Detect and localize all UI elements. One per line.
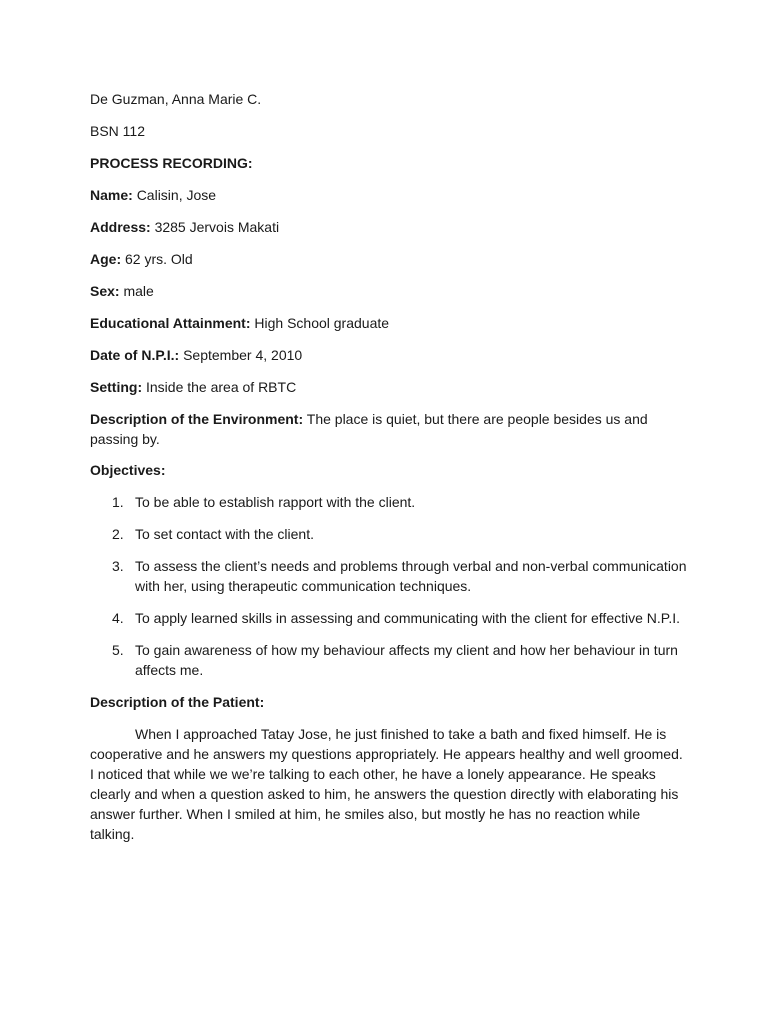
field-setting-label: Setting: [90,379,143,395]
document-title-text: PROCESS RECORDING: [90,155,253,171]
field-address-value: 3285 Jervois Makati [154,219,280,235]
field-environment [90,409,688,449]
field-sex [90,281,688,301]
author-name: De Guzman, Anna Marie C. [90,91,262,107]
objective-item [90,492,688,512]
patient-description-heading-text: Description of the Patient: [90,694,265,710]
field-age [90,249,688,269]
objectives-list [90,492,688,680]
field-name-value: Calisin, Jose [136,187,217,203]
field-environment-label: Description of the Environment: [90,411,304,427]
field-setting [90,377,688,397]
field-sex-value: male [123,283,154,299]
objective-item [90,608,688,628]
objective-item [90,640,688,680]
patient-description-heading [90,692,688,712]
objective-number: 4. [112,610,124,626]
objective-text: To assess the client’s needs and problems through verbal and non-verbal communication with her, using therapeutic communication techniques. [135,558,687,594]
course-section: BSN 112 [90,123,145,139]
field-address [90,217,688,237]
objective-item [90,524,688,544]
objective-text: To gain awareness of how my behaviour affects my client and how her behaviour in turn affects me. [135,642,678,678]
objective-number: 1. [112,494,124,510]
field-name-label: Name: [90,187,133,203]
objective-text: To be able to establish rapport with the client. [135,494,416,510]
field-setting-value: Inside the area of RBTC [146,379,297,395]
objective-number: 2. [112,526,124,542]
objectives-heading [90,460,688,480]
field-environment-value: The place is quiet, but there are people besides us and passing by. [90,411,648,447]
objective-text: To apply learned skills in assessing and communicating with the client for effective N.P.I. [135,610,680,626]
field-npi-date-value: September 4, 2010 [183,347,303,363]
field-sex-label: Sex: [90,283,120,299]
objectives-heading-text: Objectives: [90,462,166,478]
field-npi-date [90,345,688,365]
objective-number: 3. [112,558,124,574]
field-name [90,185,688,205]
patient-description-body: When I approached Tatay Jose, he just finished to take a bath and fixed himself. He is cooperative and he answers my questions appropriately. He appears healthy and well groomed. I noticed that while we we’re talking to each other, he have a lonely appearance. He speaks clearly and when a question asked to him, he answers the question directly with elaborating his answer further. When I smiled at him, he smiles also, but mostly he has no reaction while talking. [90,726,683,842]
document-title [90,153,688,173]
field-education-label: Educational Attainment: [90,315,251,331]
field-education-value: High School graduate [254,315,390,331]
field-age-value: 62 yrs. Old [125,251,193,267]
objective-number: 5. [112,642,124,658]
field-education [90,313,688,333]
objective-item [90,556,688,596]
field-age-label: Age: [90,251,122,267]
objective-text: To set contact with the client. [135,526,314,542]
field-address-label: Address: [90,219,151,235]
field-npi-date-label: Date of N.P.I.: [90,347,180,363]
